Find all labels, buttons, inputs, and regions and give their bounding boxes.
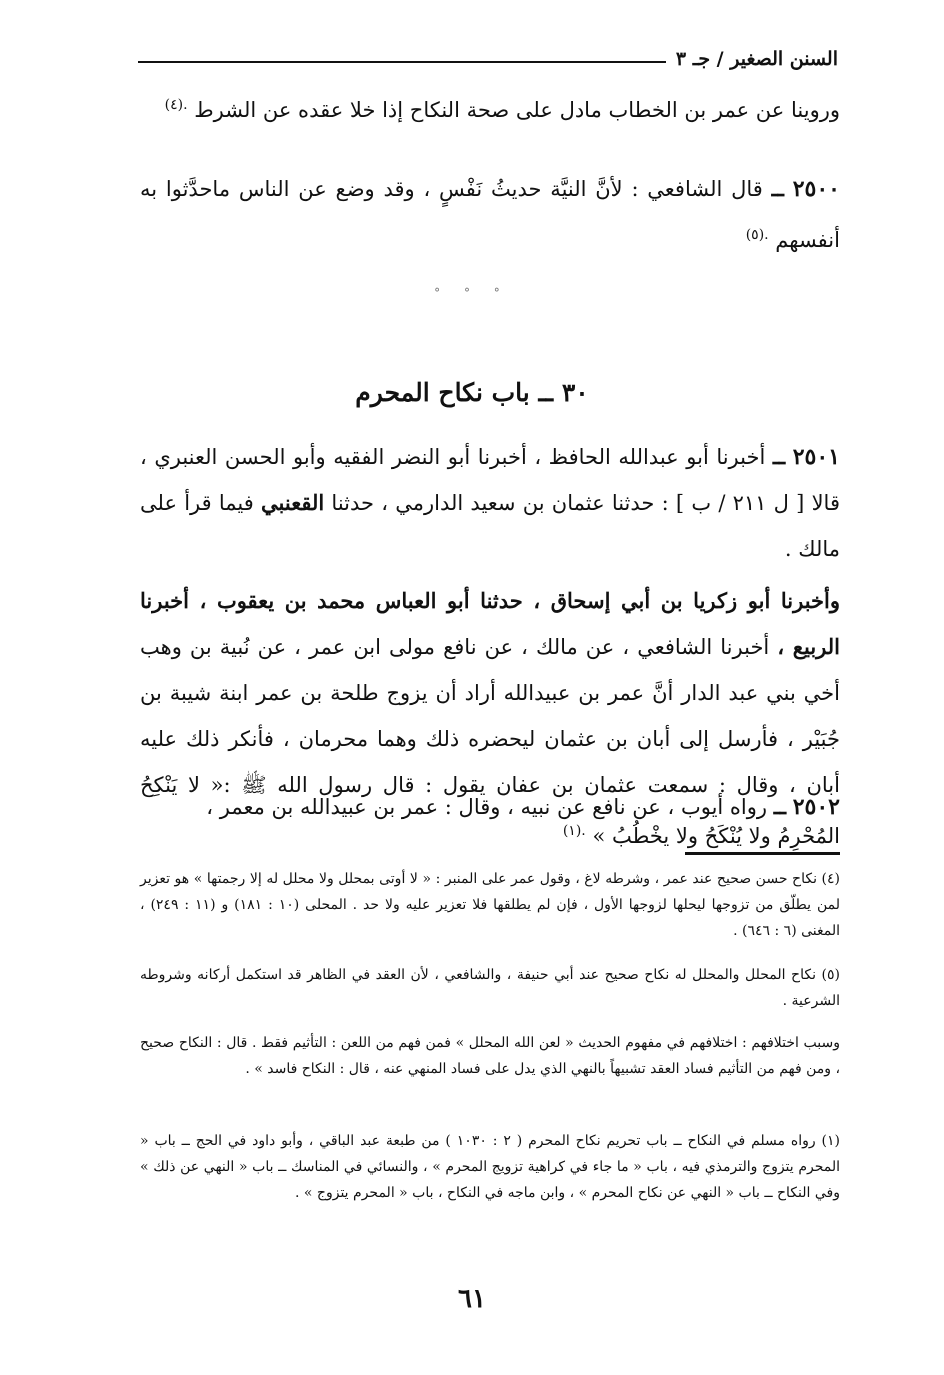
paragraph-intro — [140, 82, 840, 133]
isnad-text: أخبرنا الشافعي ، عن مالك ، عن نافع مولى ابن عمر ، عن نُبية بن وهب أخي بني عبد الدار أنَّ عمر بن عبيدالله أراد أن يزوج طلحة بن عمر ابنة شيبة بن جُبَيْر ، فأرسل إلى أبان بن عثمان ليحضره ذلك وهما محرمان ، فأنكر ذلك عليه أبان ، وقال : سمعت عثمان بن عفان يقول : قال رسول الله ﷺ :« لا يَنْكِحُ المُحْرِمُ ولا يُنْكَحُ ولا يخْطُبُ » — [140, 635, 840, 848]
hadith-2500 — [140, 166, 840, 263]
footnote-ref-4: .(٤) — [164, 97, 188, 113]
footnote-5: (٥) نكاح المحلل والمحلل له نكاح صحيح عند أبي حنيفة ، والشافعي ، لأن العقد في الظاهر قد استكمل أركانه وشروطه الشرعية . — [140, 967, 840, 1009]
chapter-title: ٣٠ ــ باب نكاح المحرم — [355, 378, 589, 407]
hadith-dash: ــ — [772, 444, 786, 469]
section-separator: ° ° ° — [434, 286, 510, 300]
running-header — [138, 44, 838, 74]
narrator-name: القعنبي — [261, 490, 325, 515]
hadith-text: رواه أيوب ، عن نافع عن نبيه ، وقال : عمر بن عبيدالله بن معمر ، — [206, 795, 768, 819]
hadith-number: ٢٥٠٢ — [792, 794, 840, 820]
intro-text: وروينا عن عمر بن الخطاب مادل على صحة النكاح إذا خلا عقده عن الشرط — [194, 98, 840, 122]
footnote-ref-5: .(٥) — [745, 227, 769, 243]
hadith-2502 — [140, 784, 840, 830]
hadith-text: قال الشافعي : لأنَّ النيَّة حديثُ نَفْسٍ ، وقد وضع عن الناس ماحدَّثوا به أنفسهم — [140, 177, 840, 252]
header-title: السنن الصغير / جـ ٣ — [675, 48, 838, 70]
footnote-rule — [685, 852, 840, 855]
hadith-text-end: فيما قرأ على مالك . — [140, 491, 840, 561]
hadith-number: ٢٥٠١ — [792, 444, 840, 470]
footnote-4: (٤) نكاح حسن صحيح عند عمر ، وشرطه لاغ ، وقول عمر على المنبر : « لا أوتى بمحلل ولا محلل له إلا رجمتها » هو تعزير لمن يطلّق من تزوجها ليحلها لزوجها الأول ، فإن لم يطلقها فلا تعزير عليه ولا حد . المحلى (١٠ : ١٨١) و (١١ : ٢٤٩) ، المغنى (٦ : ٦٤٦) . — [140, 871, 840, 939]
header-rule — [138, 61, 666, 63]
footnote-1: (١) رواه مسلم في النكاح ــ باب تحريم نكاح المحرم ( ٢ : ١٠٣٠ ) من طبعة عبد الباقي ، وأبو داود في الحج ــ باب « المحرم يتزوج والترمذي فيه ، باب « ما جاء في كراهية تزويج المحرم » ، والنسائي في المناسك ــ باب « النهي عن ذلك » وفي النكاح ــ باب « النهي عن نكاح المحرم » ، وابن ماجه في النكاح ، باب « المحرم يتزوج » . — [140, 1133, 840, 1201]
footnote-5-continued: وسبب اختلافهم : اختلافهم في مفهوم الحديث « لعن الله المحلل » فمن فهم من اللعن : التأثيم فقط . قال : النكاح صحيح ، ومن فهم من التأثيم فساد العقد تشبيهاً بالنهي الذي يدل على فساد المنهي عنه ، قال : النكاح فاسد » . — [140, 1035, 840, 1077]
page-number: ٦١ — [458, 1284, 486, 1314]
hadith-number: ٢٥٠٠ — [792, 176, 840, 202]
footnote-ref-1: .(١) — [562, 823, 586, 839]
hadith-2501 — [140, 434, 840, 572]
hadith-text: أخبرنا أبو عبدالله الحافظ ، أخبرنا أبو النضر الفقيه وأبو الحسن العنبري ، قالا [ ل ٢١١ / ب ] : حدثنا عثمان بن سعيد الدارمي ، حدثنا — [140, 445, 840, 515]
hadith-dash: ــ — [771, 176, 784, 201]
isnad-chain: وأخبرنا أبو زكريا بن أبي إسحاق ، حدثنا أبو العباس محمد بن يعقوب ، أخبرنا الربيع ، — [140, 588, 840, 659]
hadith-dash: ــ — [773, 794, 787, 819]
